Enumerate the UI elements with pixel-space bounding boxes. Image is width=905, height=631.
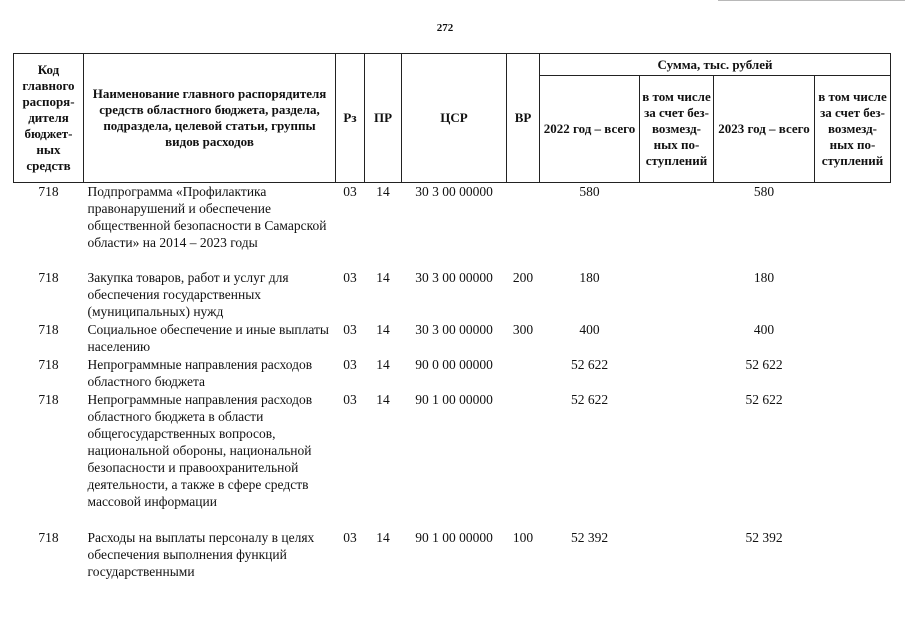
cell-rz: 03 <box>343 321 357 337</box>
cell-vr: 300 <box>512 321 534 337</box>
table-header <box>14 54 891 183</box>
cell-csr: 90 1 00 00000 <box>415 391 493 407</box>
header-sum-2023: 2023 год – всего <box>714 76 815 183</box>
cell-sum-2023: 52 622 <box>745 356 783 372</box>
cell-free-2023 <box>815 183 891 269</box>
top-edge-rule <box>718 0 905 1</box>
cell-vr: 100 <box>512 529 534 545</box>
cell-csr: 30 3 00 00000 <box>415 184 493 199</box>
cell-name: Закупка товаров, работ и услуг для обеспечения государственных (муниципальных) нужд <box>87 269 289 319</box>
cell-csr: 90 0 00 00000 <box>415 356 493 372</box>
cell-code: 718 <box>38 391 59 407</box>
cell-name: Расходы на выплаты персоналу в целях обеспечения выполнения функций государственными <box>87 529 315 579</box>
cell-free-2022 <box>640 356 714 391</box>
cell-vr: 200 <box>512 269 534 285</box>
cell-sum-2022: 52 622 <box>570 391 609 407</box>
cell-free-2023 <box>815 321 891 356</box>
header-free-2022: в том числе за счет без-возмезд-ных по-ступлений <box>640 76 714 183</box>
header-free-2023: в том числе за счет без-возмезд-ных по-ступлений <box>815 76 891 183</box>
table-row <box>14 529 891 581</box>
cell-rz: 03 <box>343 391 357 407</box>
cell-pr: 14 <box>376 391 390 407</box>
cell-code: 718 <box>38 269 59 285</box>
table-row <box>14 356 891 391</box>
cell-free-2022 <box>640 269 714 321</box>
cell-rz: 03 <box>343 529 357 545</box>
cell-pr: 14 <box>376 321 390 337</box>
cell-vr <box>507 391 540 529</box>
cell-free-2023 <box>815 529 891 581</box>
cell-sum-2023: 52 392 <box>745 529 783 545</box>
cell-name: Социальное обеспечение и иные выплаты населению <box>87 321 329 354</box>
header-sum-group: Сумма, тыс. рублей <box>540 54 891 76</box>
cell-rz: 03 <box>343 269 357 285</box>
table-row <box>14 391 891 529</box>
cell-free-2023 <box>815 356 891 391</box>
cell-code: 718 <box>38 321 59 337</box>
cell-free-2022 <box>640 529 714 581</box>
cell-name: Непрограммные направления расходов областного бюджета <box>87 356 313 389</box>
cell-rz: 03 <box>343 356 357 372</box>
cell-vr <box>507 183 540 269</box>
cell-sum-2022: 400 <box>579 321 600 337</box>
header-name: Наименование главного распорядителя средств областного бюджета, раздела, подраздела, целевой статьи, группы видов расходов <box>84 54 336 183</box>
header-sum-2022: 2022 год – всего <box>540 76 640 183</box>
cell-name: Подпрограмма «Профилактика правонарушений и обеспечение общественной безопасности в Самарской области» на 2014 – 2023 годы <box>87 184 327 250</box>
page-number: 272 <box>436 22 454 34</box>
cell-pr: 14 <box>376 184 390 199</box>
header-vr: ВР <box>507 54 540 183</box>
cell-rz: 03 <box>343 184 357 199</box>
cell-sum-2023: 52 622 <box>745 391 783 407</box>
cell-csr: 30 3 00 00000 <box>415 321 493 337</box>
cell-code: 718 <box>38 356 59 372</box>
table-row <box>14 321 891 356</box>
cell-free-2022 <box>640 183 714 269</box>
cell-free-2023 <box>815 391 891 529</box>
cell-code: 718 <box>38 529 59 545</box>
cell-sum-2023: 580 <box>753 184 775 199</box>
cell-sum-2022: 580 <box>579 184 600 199</box>
cell-sum-2022: 180 <box>579 269 600 285</box>
cell-free-2023 <box>815 269 891 321</box>
cell-sum-2022: 52 392 <box>570 529 609 545</box>
header-pr: ПР <box>365 54 402 183</box>
cell-free-2022 <box>640 391 714 529</box>
cell-vr <box>507 356 540 391</box>
cell-name: Непрограммные направления расходов областного бюджета в области общегосударственных вопросов, национальной обороны, национальной безопасности и правоохранительной деятельности, а также в сфере средств массовой информации <box>87 391 313 509</box>
cell-code: 718 <box>38 184 59 199</box>
cell-csr: 90 1 00 00000 <box>415 529 493 545</box>
table-row <box>14 183 891 269</box>
table-body <box>14 183 891 581</box>
cell-pr: 14 <box>376 529 390 545</box>
cell-sum-2023: 400 <box>753 321 775 337</box>
cell-csr: 30 3 00 00000 <box>415 269 493 285</box>
cell-sum-2023: 180 <box>753 269 775 285</box>
header-code: Код главного распоря-дителя бюджет-ных средств <box>14 54 84 183</box>
cell-sum-2022: 52 622 <box>570 356 609 372</box>
cell-pr: 14 <box>376 269 390 285</box>
budget-table <box>13 53 891 581</box>
table-row <box>14 269 891 321</box>
header-rz: Рз <box>336 54 365 183</box>
cell-free-2022 <box>640 321 714 356</box>
header-csr: ЦСР <box>402 54 507 183</box>
cell-pr: 14 <box>376 356 390 372</box>
